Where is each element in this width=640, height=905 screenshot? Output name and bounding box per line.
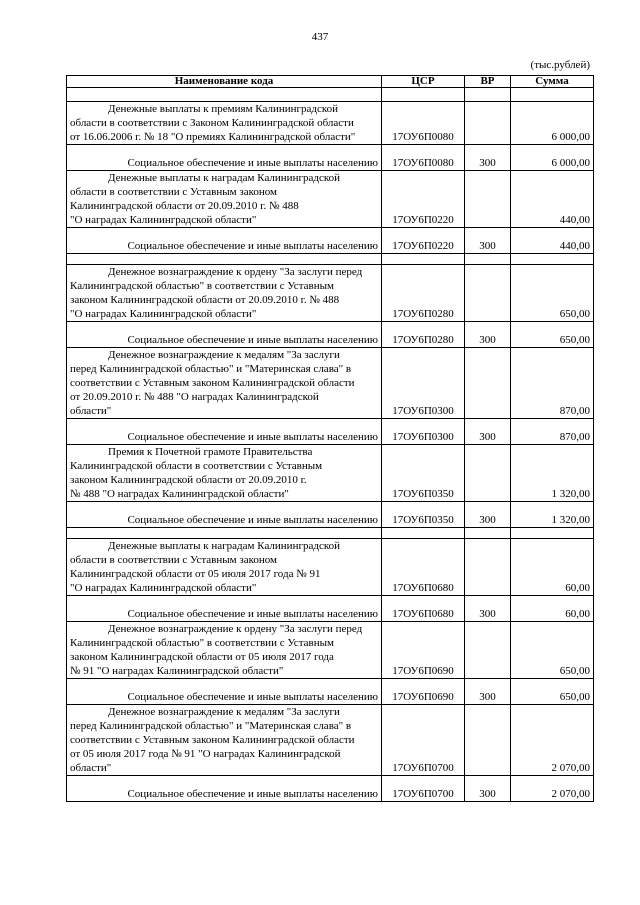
spacer-cell	[465, 528, 511, 539]
table-row-subtotal	[67, 502, 594, 528]
vr-cell: 300	[465, 596, 511, 622]
name-cell: Социальное обеспечение и иные выплаты населению	[67, 419, 382, 445]
csr-cell: 17ОУ6П0300	[382, 419, 465, 445]
header-sum: Сумма	[511, 76, 594, 88]
table-row-subtotal	[67, 228, 594, 254]
csr-cell: 17ОУ6П0280	[382, 265, 465, 322]
csr-cell: 17ОУ6П0220	[382, 171, 465, 228]
sum-cell: 440,00	[511, 228, 594, 254]
spacer-cell	[511, 254, 594, 265]
name-cell: Социальное обеспечение и иные выплаты населению	[67, 322, 382, 348]
header-vr: ВР	[465, 76, 511, 88]
vr-cell	[465, 348, 511, 419]
spacer-cell	[382, 254, 465, 265]
name-cell: Социальное обеспечение и иные выплаты населению	[67, 776, 382, 802]
csr-cell: 17ОУ6П0280	[382, 322, 465, 348]
spacer-cell	[67, 254, 382, 265]
csr-cell: 17ОУ6П0680	[382, 539, 465, 596]
table-row-subtotal	[67, 322, 594, 348]
spacer-row	[67, 254, 594, 265]
spacer-row	[67, 88, 594, 102]
table-row-item	[67, 705, 594, 776]
vr-cell: 300	[465, 419, 511, 445]
sum-cell: 60,00	[511, 539, 594, 596]
name-cell: Денежное вознаграждение к медалям "За заслуги перед Калининградской областью" и "Материнская слава" в соответствии с Уставным законом Калининградской области от 20.09.2010 г. № 488 "О наградах Калининградской области"	[67, 348, 382, 419]
units-label: (тыс.рублей)	[530, 59, 590, 71]
sum-cell: 2 070,00	[511, 705, 594, 776]
csr-cell: 17ОУ6П0690	[382, 679, 465, 705]
sum-cell: 1 320,00	[511, 502, 594, 528]
name-cell: Денежное вознаграждение к ордену "За заслуги перед Калининградской областью" в соответствии с Уставным законом Калининградской области от 05 июля 2017 года № 91 "О наградах Калининградской области"	[67, 622, 382, 679]
sum-cell: 6 000,00	[511, 145, 594, 171]
vr-cell: 300	[465, 502, 511, 528]
vr-cell: 300	[465, 679, 511, 705]
vr-cell	[465, 622, 511, 679]
csr-cell: 17ОУ6П0080	[382, 145, 465, 171]
table-row-item	[67, 445, 594, 502]
spacer-cell	[465, 88, 511, 102]
spacer-cell	[511, 528, 594, 539]
csr-cell: 17ОУ6П0690	[382, 622, 465, 679]
sum-cell: 6 000,00	[511, 102, 594, 145]
spacer-row	[67, 528, 594, 539]
name-cell: Денежные выплаты к наградам Калининградской области в соответствии с Уставным законом Калининградской области от 20.09.2010 г. № 488 "О наградах Калининградской области"	[67, 171, 382, 228]
table-row-item	[67, 265, 594, 322]
page-number: 437	[311, 31, 329, 43]
table-row-subtotal	[67, 419, 594, 445]
vr-cell	[465, 539, 511, 596]
spacer-cell	[465, 254, 511, 265]
spacer-cell	[67, 88, 382, 102]
table-row-item	[67, 102, 594, 145]
table-row-item	[67, 171, 594, 228]
vr-cell: 300	[465, 322, 511, 348]
sum-cell: 870,00	[511, 348, 594, 419]
vr-cell: 300	[465, 228, 511, 254]
csr-cell: 17ОУ6П0220	[382, 228, 465, 254]
sum-cell: 650,00	[511, 322, 594, 348]
budget-table	[66, 75, 594, 802]
table-row-subtotal	[67, 679, 594, 705]
csr-cell: 17ОУ6П0700	[382, 705, 465, 776]
name-cell: Денежные выплаты к премиям Калининградской области в соответствии с Законом Калининградской области от 16.06.2006 г. № 18 "О премиях Калининградской области"	[67, 102, 382, 145]
csr-cell: 17ОУ6П0680	[382, 596, 465, 622]
csr-cell: 17ОУ6П0350	[382, 502, 465, 528]
table-row-subtotal	[67, 596, 594, 622]
spacer-cell	[67, 528, 382, 539]
name-cell: Премия к Почетной грамоте Правительства Калининградской области в соответствии с Уставным законом Калининградской области от 20.09.2010 г. № 488 "О наградах Калининградской области"	[67, 445, 382, 502]
sum-cell: 1 320,00	[511, 445, 594, 502]
table-row-subtotal	[67, 776, 594, 802]
vr-cell	[465, 102, 511, 145]
spacer-cell	[382, 528, 465, 539]
table-row-item	[67, 539, 594, 596]
sum-cell: 650,00	[511, 622, 594, 679]
table-row-item	[67, 348, 594, 419]
sum-cell: 440,00	[511, 171, 594, 228]
name-cell: Социальное обеспечение и иные выплаты населению	[67, 596, 382, 622]
name-cell: Денежное вознаграждение к медалям "За заслуги перед Калининградской областью" и "Материнская слава" в соответствии с Уставным законом Калининградской области от 05 июля 2017 года № 91 "О наградах Калининградской области"	[67, 705, 382, 776]
name-cell: Социальное обеспечение и иные выплаты населению	[67, 145, 382, 171]
table-header-row	[67, 76, 594, 88]
spacer-cell	[382, 88, 465, 102]
name-cell: Денежное вознаграждение к ордену "За заслуги перед Калининградской областью" в соответствии с Уставным законом Калининградской области от 20.09.2010 г. № 488 "О наградах Калининградской области"	[67, 265, 382, 322]
name-cell: Социальное обеспечение и иные выплаты населению	[67, 502, 382, 528]
sum-cell: 870,00	[511, 419, 594, 445]
csr-cell: 17ОУ6П0700	[382, 776, 465, 802]
vr-cell: 300	[465, 145, 511, 171]
csr-cell: 17ОУ6П0300	[382, 348, 465, 419]
spacer-cell	[511, 88, 594, 102]
vr-cell	[465, 705, 511, 776]
name-cell: Социальное обеспечение и иные выплаты населению	[67, 679, 382, 705]
sum-cell: 650,00	[511, 679, 594, 705]
vr-cell: 300	[465, 776, 511, 802]
header-name: Наименование кода	[67, 76, 382, 88]
table-row-subtotal	[67, 145, 594, 171]
table-row-item	[67, 622, 594, 679]
name-cell: Социальное обеспечение и иные выплаты населению	[67, 228, 382, 254]
vr-cell	[465, 171, 511, 228]
csr-cell: 17ОУ6П0080	[382, 102, 465, 145]
sum-cell: 2 070,00	[511, 776, 594, 802]
vr-cell	[465, 445, 511, 502]
table-body	[67, 88, 594, 802]
name-cell: Денежные выплаты к наградам Калининградской области в соответствии с Уставным законом Калининградской области от 05 июля 2017 года № 91 "О наградах Калининградской области"	[67, 539, 382, 596]
header-csr: ЦСР	[382, 76, 465, 88]
sum-cell: 60,00	[511, 596, 594, 622]
csr-cell: 17ОУ6П0350	[382, 445, 465, 502]
sum-cell: 650,00	[511, 265, 594, 322]
vr-cell	[465, 265, 511, 322]
